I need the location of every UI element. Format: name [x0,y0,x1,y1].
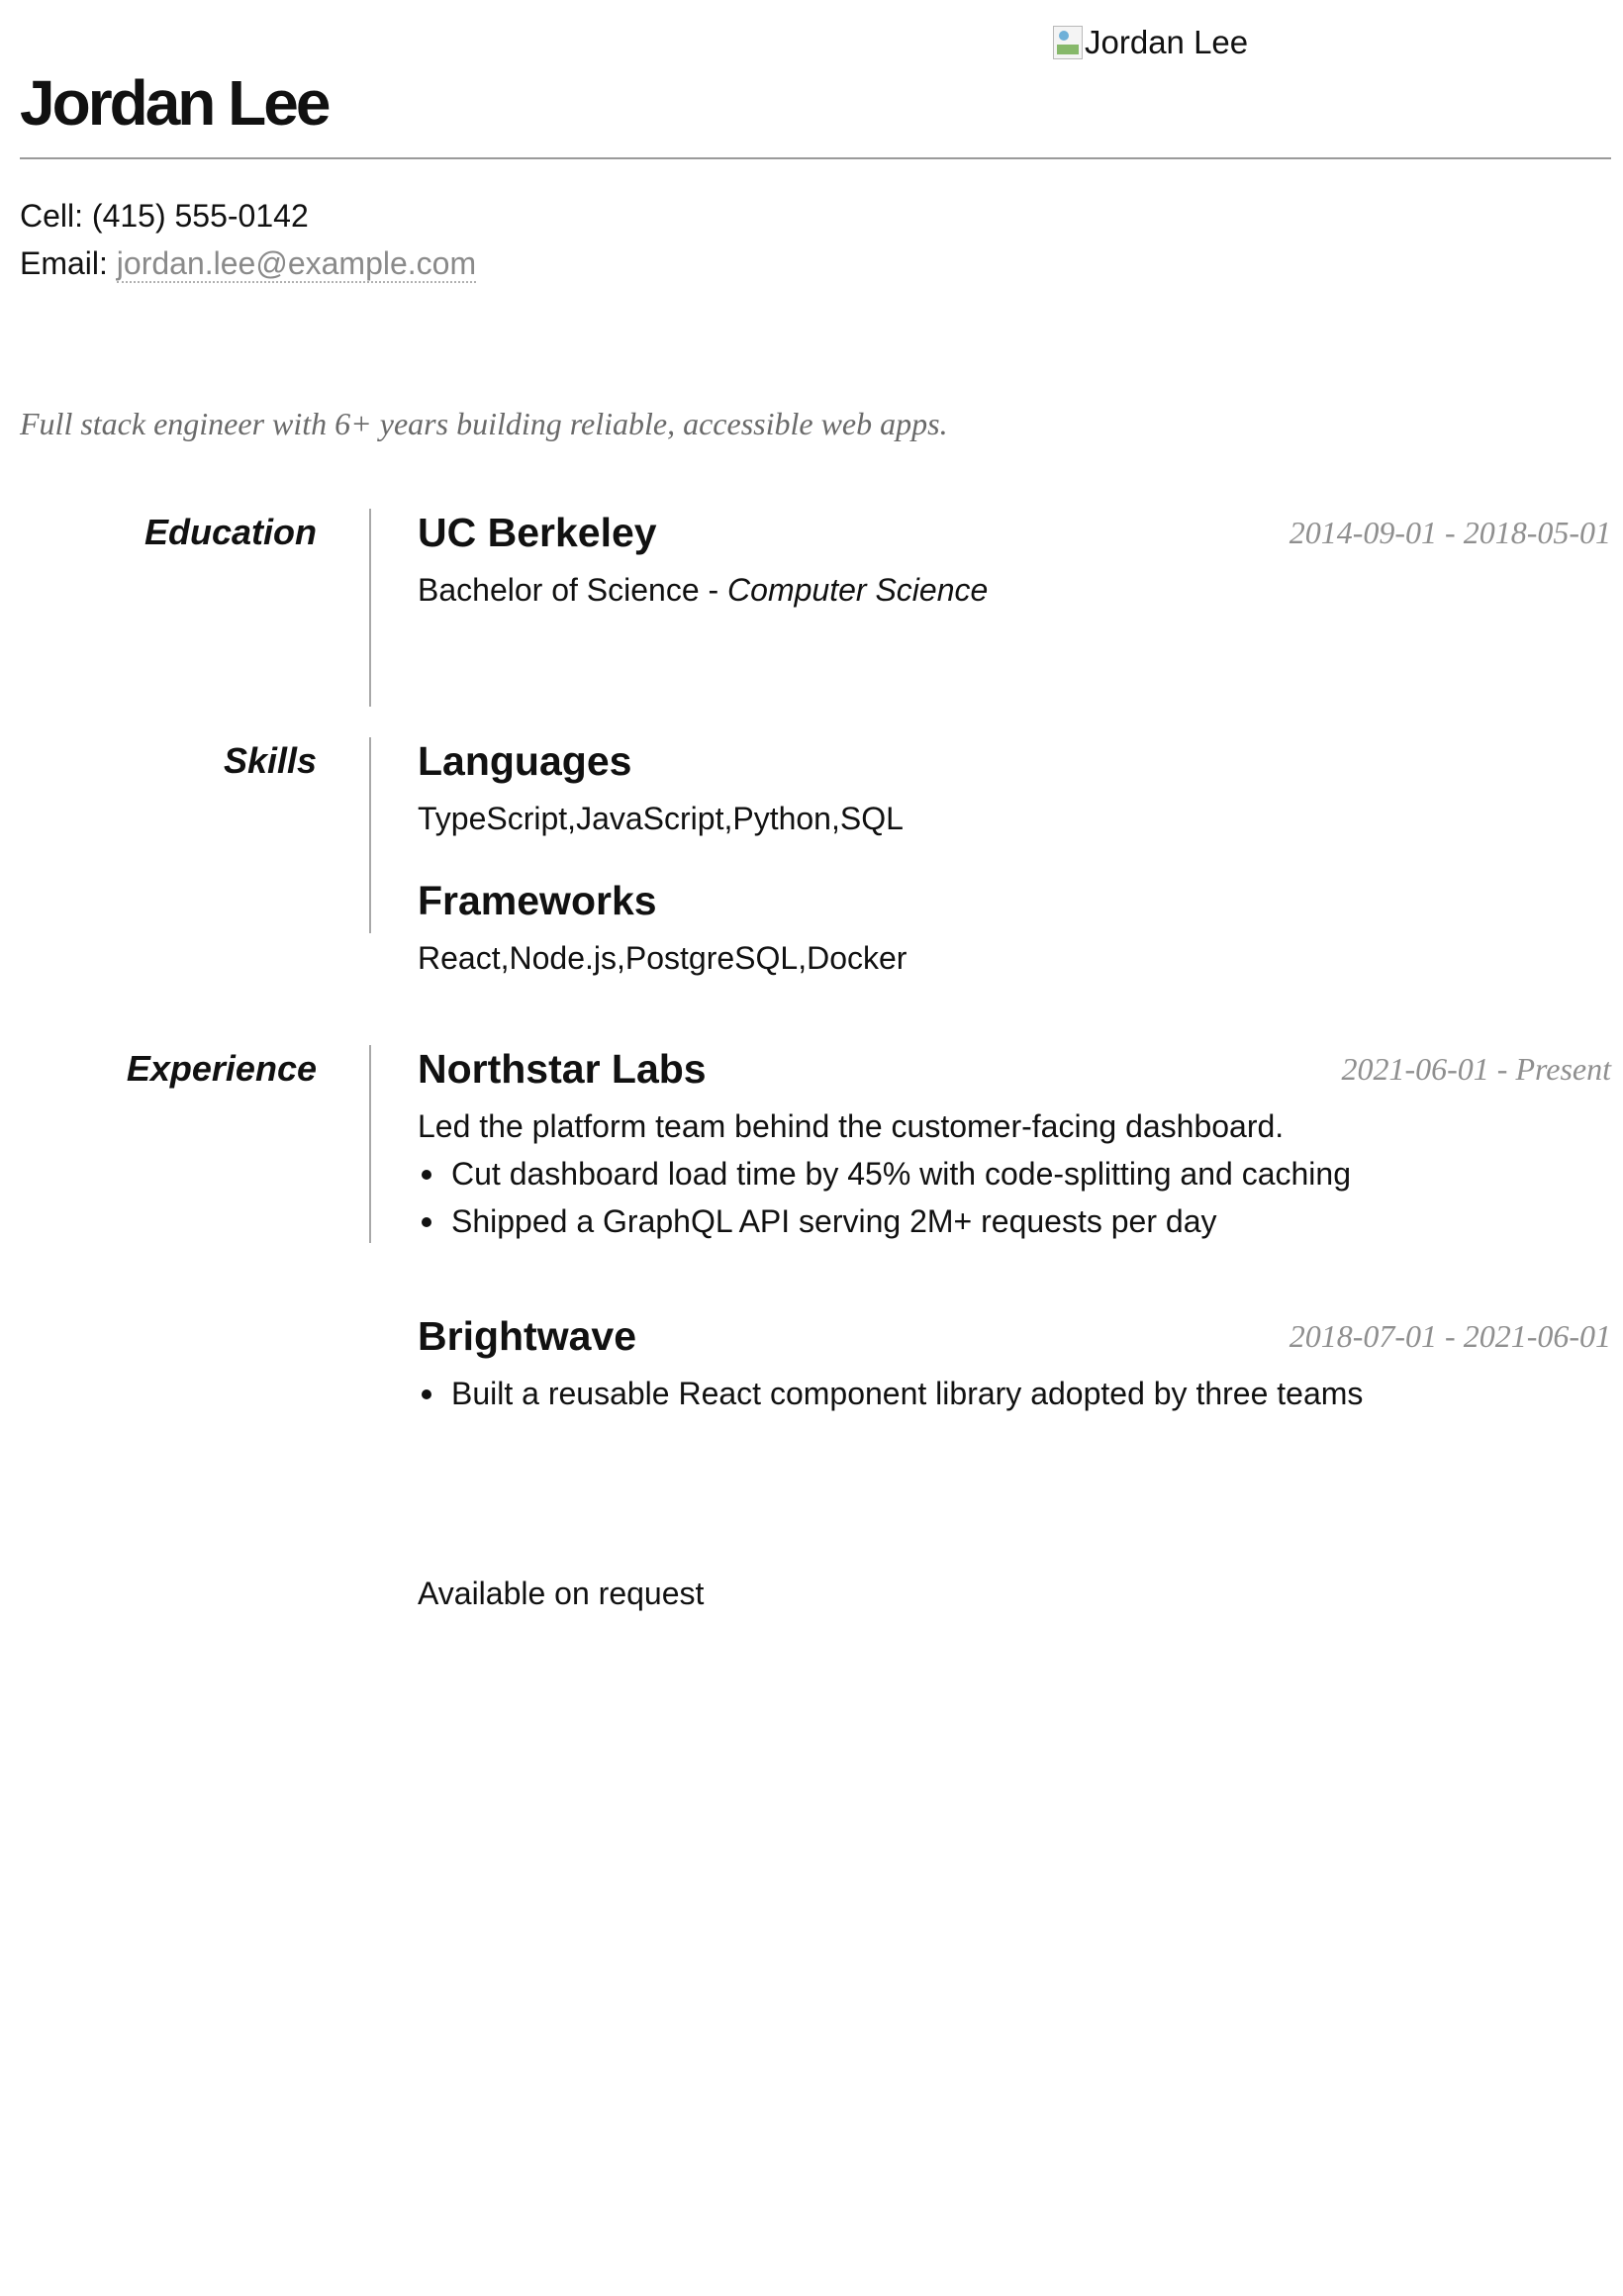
contact-cell [20,194,309,238]
skills-group-title: Languages [418,738,632,784]
job-highlights [418,1150,1351,1245]
email-link[interactable]: jordan.lee@example.com [116,245,477,281]
profile-summary: Full stack engineer with 6+ years building reliable, accessible web apps. [20,406,948,441]
name-heading: Jordan Lee [20,67,329,139]
job-highlight: Cut dashboard load time by 45% with code-splitting and caching [418,1150,1351,1197]
references-text: Available on request [418,1576,705,1611]
broken-image-icon [1053,26,1083,59]
skills-group-title: Frameworks [418,878,657,923]
experience-divider [369,1045,371,1243]
photo-alt-text: Jordan Lee [1085,24,1249,60]
job-highlight: Shipped a GraphQL API serving 2M+ requests per day [418,1197,1351,1245]
education-divider [369,509,371,707]
email-label: Email: [20,245,108,281]
job-company: Northstar Labs [418,1046,707,1092]
profile-photo [1053,22,1248,63]
job-highlights [418,1370,1363,1417]
skills-divider [369,737,371,933]
job-summary: Led the platform team behind the customer-facing dashboard. [418,1108,1285,1144]
job-highlight: Built a reusable React component library adopted by three teams [418,1370,1363,1417]
job-dates: 2021-06-01 - Present [1341,1051,1611,1087]
section-title-education: Education [143,512,317,552]
cell-value: (415) 555-0142 [91,198,309,234]
education-degree-line [418,568,988,612]
education-dates: 2014-09-01 - 2018-05-01 [1289,515,1611,550]
skills-group-items: React,Node.js,PostgreSQL,Docker [418,940,907,976]
section-title-experience: Experience [126,1048,317,1089]
section-title-skills: Skills [223,740,317,781]
cell-label: Cell: [20,198,84,234]
contact-email [20,241,476,285]
education-field: Computer Science [727,572,989,608]
education-degree: Bachelor of Science [418,572,700,608]
education-school: UC Berkeley [418,510,657,555]
job-company: Brightwave [418,1313,636,1359]
education-separator: - [699,572,728,608]
header-divider [20,157,1611,159]
skills-group-items: TypeScript,JavaScript,Python,SQL [418,801,904,836]
job-dates: 2018-07-01 - 2021-06-01 [1289,1318,1611,1354]
